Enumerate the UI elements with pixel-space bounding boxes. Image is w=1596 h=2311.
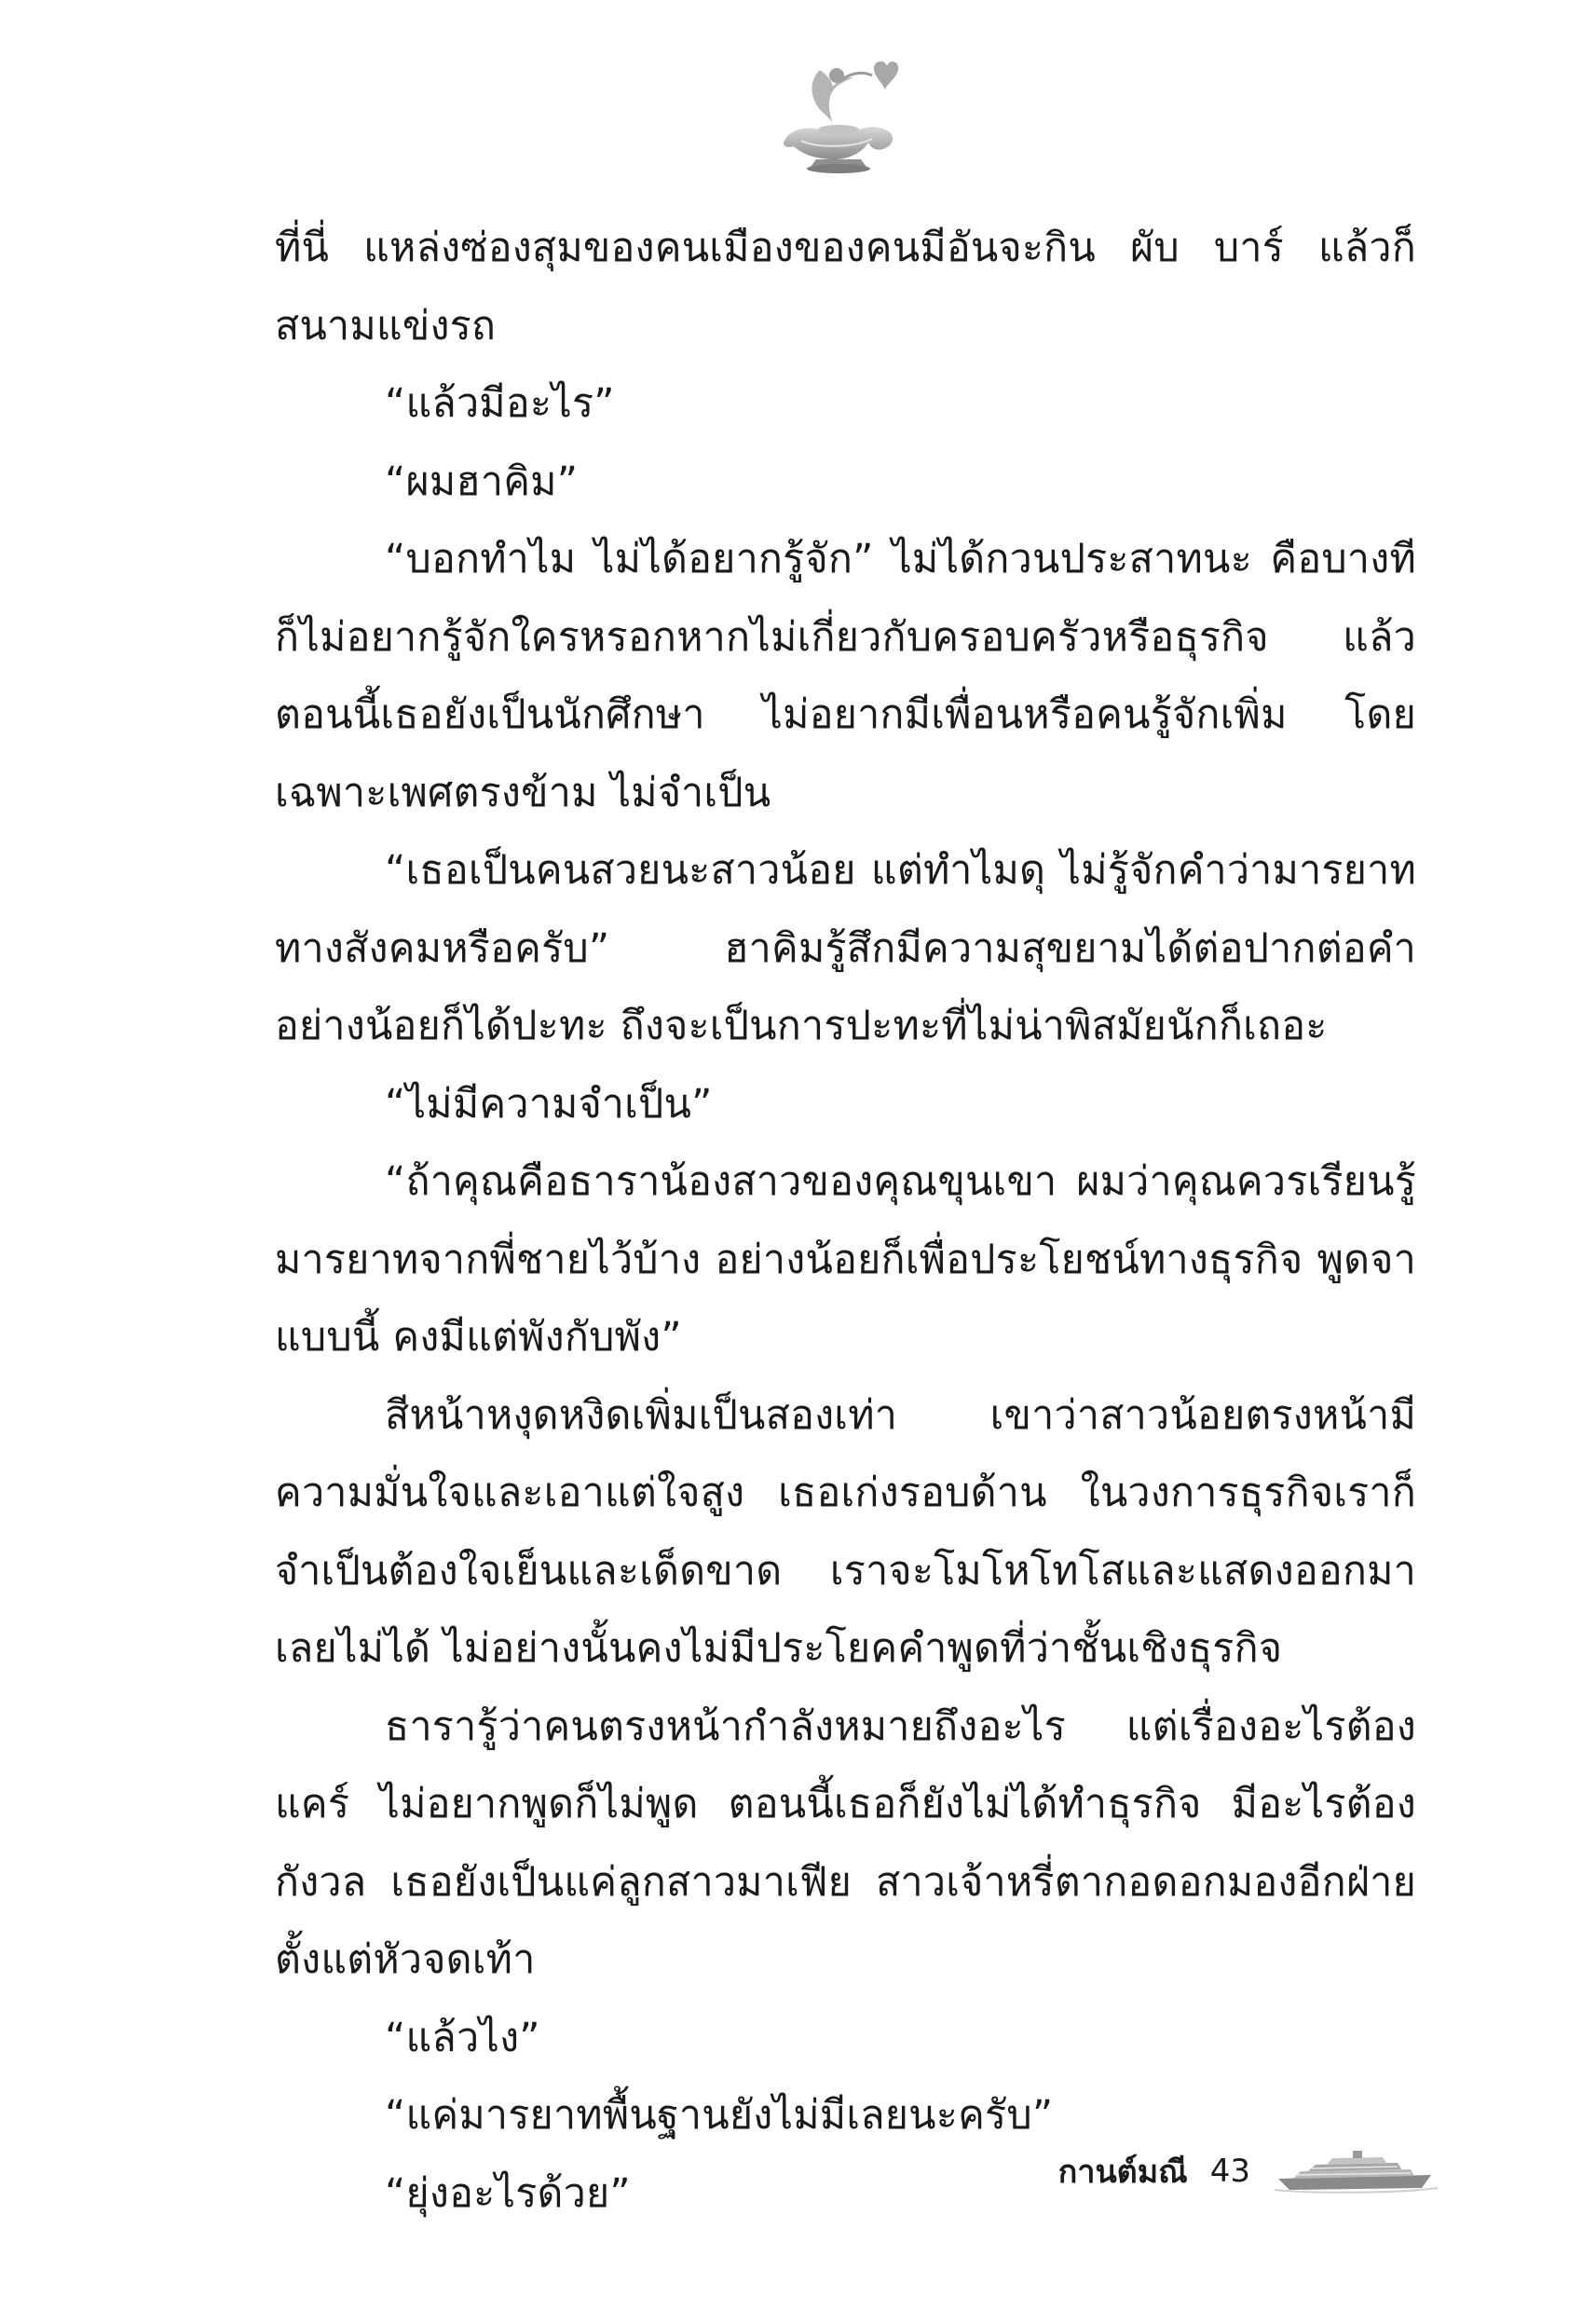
cruise-ship-icon (1275, 2147, 1438, 2195)
genie-lamp-ornament-icon (764, 51, 904, 182)
paragraph: สีหน้าหงุดหงิดเพิ่มเป็นสองเท่า เขาว่าสาวน้อยตรงหน้ามีความมั่นใจและเอาแต่ใจสูง เธอเก่งรอบด้าน ในวงการธุรกิจเราก็จำเป็นต้องใจเย็นและเด็ดขาด เราจะโมโหโทโสและแสดงออกมาเลยไม่ได้ ไม่อย่างนั้นคงไม่มีประโยคคำพูดที่ว่าชั้นเชิงธุรกิจ (275, 1391, 1416, 1672)
paragraph: “แล้วไง” (385, 2014, 540, 2061)
paragraph: “ผมฮาคิม” (385, 458, 579, 505)
paragraph: “ยุ่งอะไรด้วย” (385, 2169, 631, 2217)
paragraph: “แค่มารยาทพื้นฐานยังไม่มีเลยนะครับ” (385, 2092, 1054, 2139)
paragraph: “แล้วมีอะไร” (385, 380, 615, 427)
paragraph: “เธอเป็นคนสวยนะสาวน้อย แต่ทำไมดุ ไม่รู้จักคำว่ามารยาททางสังคมหรือครับ” ฮาคิมรู้สึกมีความสุขยามได้ต่อปากต่อคำ อย่างน้อยก็ได้ปะทะ ถึงจะเป็นการปะทะที่ไม่น่าพิสมัยนักก็เถอะ (275, 847, 1416, 1049)
paragraph: ที่นี่ แหล่งซ่องสุมของคนเมืองของคนมีอันจะกิน ผับ บาร์ แล้วก็สนามแข่งรถ (275, 225, 1416, 349)
paragraph: “บอกทำไม ไม่ได้อยากรู้จัก” ไม่ได้กวนประสาทนะ คือบางทีก็ไม่อยากรู้จักใครหรอกหากไม่เกี่ยวกับครอบครัวหรือธุรกิจ แล้วตอนนี้เธอยังเป็นนักศึกษา ไม่อยากมีเพื่อนหรือคนรู้จักเพิ่ม โดยเฉพาะเพศตรงข้าม ไม่จำเป็น (275, 536, 1416, 816)
paragraph: “ไม่มีความจำเป็น” (385, 1080, 713, 1128)
paragraph: ธารารู้ว่าคนตรงหน้ากำลังหมายถึงอะไร แต่เรื่องอะไรต้องแคร์ ไม่อยากพูดก็ไม่พูด ตอนนี้เธอก็ยังไม่ได้ทำธุรกิจ มีอะไรต้องกังวล เธอยังเป็นแค่ลูกสาวมาเฟีย สาวเจ้าหรี่ตากอดอกมองอีกฝ่ายตั้งแต่หัวจดเท้า (275, 1702, 1416, 1983)
book-title: กานต์มณี (1057, 2154, 1188, 2191)
page-footer (1058, 2143, 1438, 2199)
body-text (275, 210, 1416, 2233)
page-number: 43 (1209, 2153, 1250, 2190)
paragraph: “ถ้าคุณคือธาราน้องสาวของคุณขุนเขา ผมว่าคุณควรเรียนรู้มารยาทจากพี่ชายไว้บ้าง อย่างน้อยก็เพื่อประโยชน์ทางธุรกิจ พูดจาแบบนี้ คงมีแต่พังกับพัง” (275, 1158, 1416, 1361)
